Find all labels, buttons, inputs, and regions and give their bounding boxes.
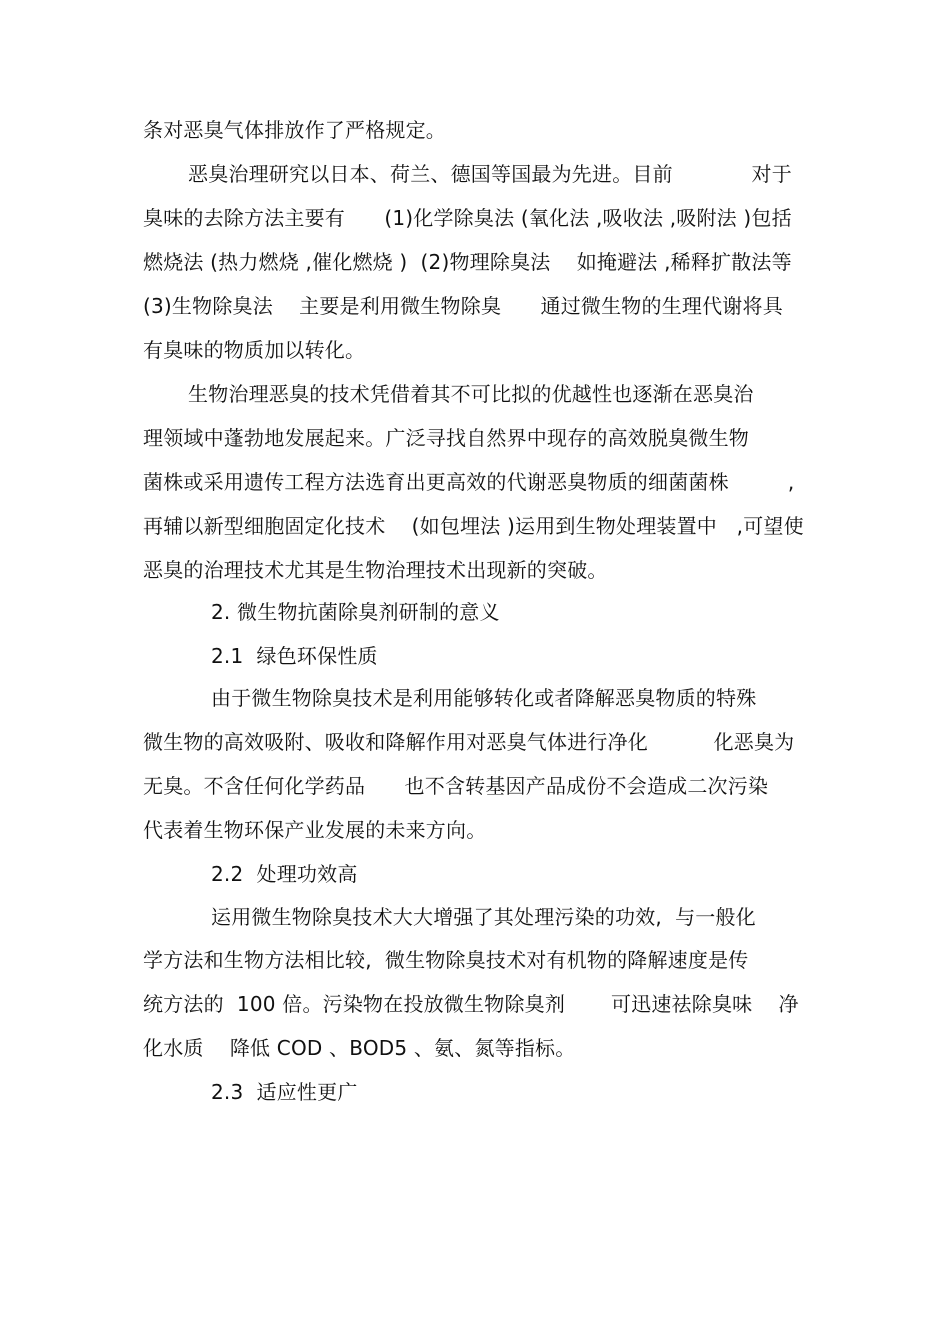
text-line: 有臭味的物质加以转化。 [143, 338, 366, 362]
text-line: 化水质 降低 COD 、BOD5 、氨、氮等指标。 [143, 1036, 576, 1060]
text-line: 燃烧法 (热力燃烧 ,催化燃烧 ) (2)物理除臭法 如掩避法 ,稀释扩散法等 [143, 250, 792, 274]
text-line: 菌株或采用遗传工程方法选育出更高效的代谢恶臭物质的细菌菌株 , [143, 470, 795, 494]
paragraph-start: 生物治理恶臭的技术凭借着其不可比拟的优越性也逐渐在恶臭治 [188, 382, 754, 406]
text-line: 再辅以新型细胞固定化技术 (如包埋法 )运用到生物处理装置中 ,可望使 [143, 514, 804, 538]
text-line: 臭味的去除方法主要有 (1)化学除臭法 (氧化法 ,吸收法 ,吸附法 )包括 [143, 206, 792, 230]
text-line: 微生物的高效吸附、吸收和降解作用对恶臭气体进行净化 化恶臭为 [143, 730, 795, 754]
text-line: 代表着生物环保产业发展的未来方向。 [143, 818, 487, 842]
text-line: 恶臭的治理技术尤其是生物治理技术出现新的突破。 [143, 558, 608, 582]
text-line: (3)生物除臭法 主要是利用微生物除臭 通过微生物的生理代谢将具 [143, 294, 783, 318]
paragraph-start: 由于微生物除臭技术是利用能够转化或者降解恶臭物质的特殊 [211, 686, 757, 710]
paragraph-start: 恶臭治理研究以日本、荷兰、德国等国最为先进。目前 对于 [188, 162, 792, 186]
section-heading: 2. 微生物抗菌除臭剂研制的意义 [211, 600, 500, 624]
subsection-heading: 2.2 处理功效高 [211, 862, 358, 886]
text-line: 条对恶臭气体排放作了严格规定。 [143, 118, 446, 142]
text-line: 无臭。不含任何化学药品 也不含转基因产品成份不会造成二次污染 [143, 774, 769, 798]
text-line: 学方法和生物方法相比较, 微生物除臭技术对有机物的降解速度是传 [143, 948, 749, 972]
text-line: 理领域中蓬勃地发展起来。广泛寻找自然界中现存的高效脱臭微生物 [143, 426, 749, 450]
paragraph-start: 运用微生物除臭技术大大增强了其处理污染的功效, 与一般化 [211, 905, 756, 929]
subsection-heading: 2.3 适应性更广 [211, 1080, 358, 1104]
text-line: 统方法的 100 倍。污染物在投放微生物除臭剂 可迅速祛除臭味 净 [143, 992, 799, 1016]
subsection-heading: 2.1 绿色环保性质 [211, 644, 378, 668]
